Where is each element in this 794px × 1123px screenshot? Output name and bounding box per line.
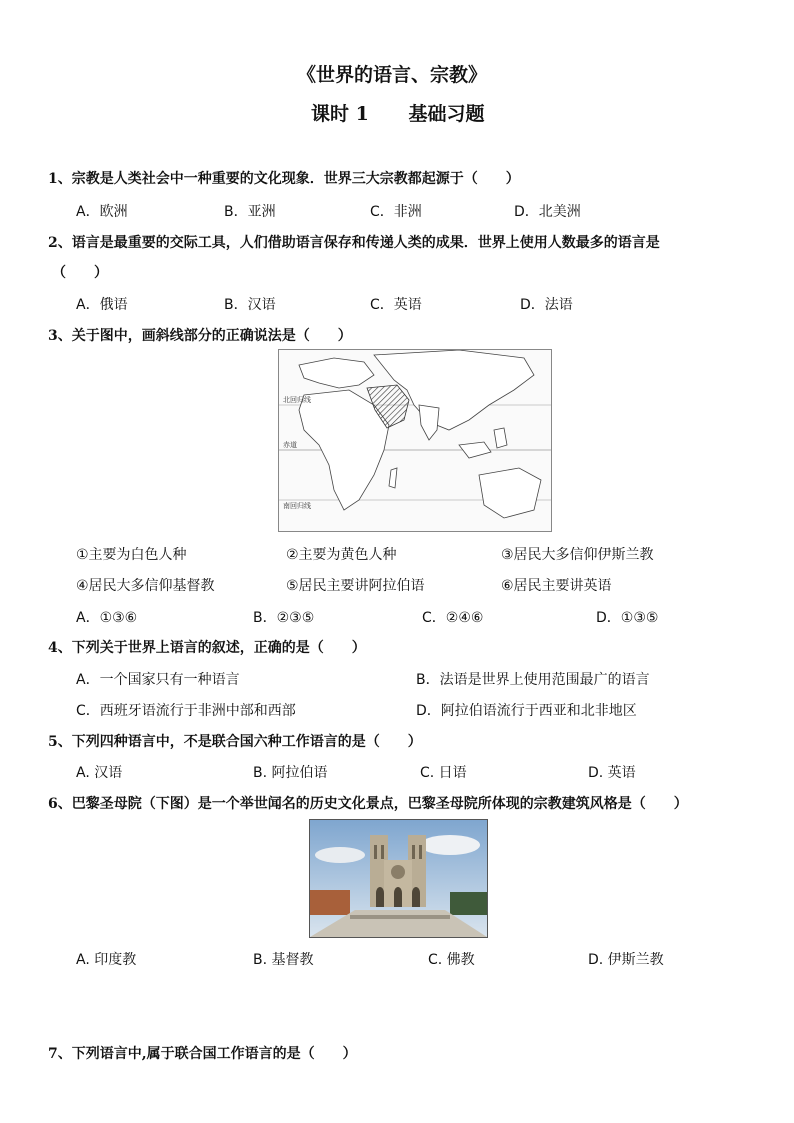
question-7: 7、下列语言中,属于联合国工作语言的是（ ） xyxy=(48,1046,357,1062)
q1-option-a[interactable]: A．欧洲 xyxy=(76,204,128,220)
q3-statement-5: ⑤居民主要讲阿拉伯语 xyxy=(286,578,425,594)
q2-option-d[interactable]: D．法语 xyxy=(520,297,573,313)
q2-option-b[interactable]: B．汉语 xyxy=(224,297,276,313)
q1-option-b[interactable]: B．亚洲 xyxy=(224,204,276,220)
q3-statement-6: ⑥居民主要讲英语 xyxy=(501,578,612,594)
q4-option-c[interactable]: C．西班牙语流行于非洲中部和西部 xyxy=(76,703,296,719)
q3-statement-1: ①主要为白色人种 xyxy=(76,547,187,563)
q3-statement-3: ③居民大多信仰伊斯兰教 xyxy=(501,547,654,563)
question-2: 2、语言是最重要的交际工具，人们借助语言保存和传递人类的成果．世界上使用人数最多的语言是 xyxy=(48,235,660,251)
q4-option-d[interactable]: D．阿拉伯语流行于西亚和北非地区 xyxy=(416,703,637,719)
question-6: 6、巴黎圣母院（下图）是一个举世闻名的历史文化景点，巴黎圣母院所体现的宗教建筑风格是（ ） xyxy=(48,796,688,812)
q5-option-c[interactable]: C. 日语 xyxy=(420,765,467,781)
q2-option-c[interactable]: C．英语 xyxy=(370,297,422,313)
q1-option-c[interactable]: C．非洲 xyxy=(370,204,422,220)
question-4: 4、下列关于世界上语言的叙述，正确的是（ ） xyxy=(48,640,366,656)
q3-option-a[interactable]: A．①③⑥ xyxy=(76,610,138,626)
label-tropic-south: 南回归线 xyxy=(283,502,311,510)
question-2-bracket: （ ） xyxy=(52,265,108,281)
label-equator: 赤道 xyxy=(283,441,297,449)
q3-option-d[interactable]: D．①③⑤ xyxy=(596,610,659,626)
notre-dame-photo xyxy=(309,819,488,938)
label-tropic-north: 北回归线 xyxy=(283,396,311,404)
q3-statement-2: ②主要为黄色人种 xyxy=(286,547,397,563)
q5-option-b[interactable]: B. 阿拉伯语 xyxy=(253,765,328,781)
q3-option-b[interactable]: B．②③⑤ xyxy=(253,610,315,626)
q6-option-d[interactable]: D. 伊斯兰教 xyxy=(588,952,664,968)
q3-option-c[interactable]: C．②④⑥ xyxy=(422,610,484,626)
q5-option-d[interactable]: D. 英语 xyxy=(588,765,636,781)
q4-option-b[interactable]: B．法语是世界上使用范围最广的语言 xyxy=(416,672,650,688)
q5-option-a[interactable]: A. 汉语 xyxy=(76,765,123,781)
q3-statement-4: ④居民大多信仰基督教 xyxy=(76,578,215,594)
q6-option-a[interactable]: A. 印度教 xyxy=(76,952,137,968)
q2-option-a[interactable]: A．俄语 xyxy=(76,297,128,313)
question-5: 5、下列四种语言中，不是联合国六种工作语言的是（ ） xyxy=(48,734,422,750)
world-map-figure xyxy=(278,349,552,532)
q6-option-c[interactable]: C. 佛教 xyxy=(428,952,475,968)
question-3: 3、关于图中，画斜线部分的正确说法是（ ） xyxy=(48,328,352,344)
question-1: 1、宗教是人类社会中一种重要的文化现象．世界三大宗教都起源于（ ） xyxy=(48,171,520,187)
page-title: 《世界的语言、宗教》 xyxy=(297,64,488,86)
q6-option-b[interactable]: B. 基督教 xyxy=(253,952,314,968)
page-subtitle: 课时 1 基础习题 xyxy=(311,103,485,125)
q4-option-a[interactable]: A．一个国家只有一种语言 xyxy=(76,672,240,688)
q1-option-d[interactable]: D．北美洲 xyxy=(514,204,581,220)
